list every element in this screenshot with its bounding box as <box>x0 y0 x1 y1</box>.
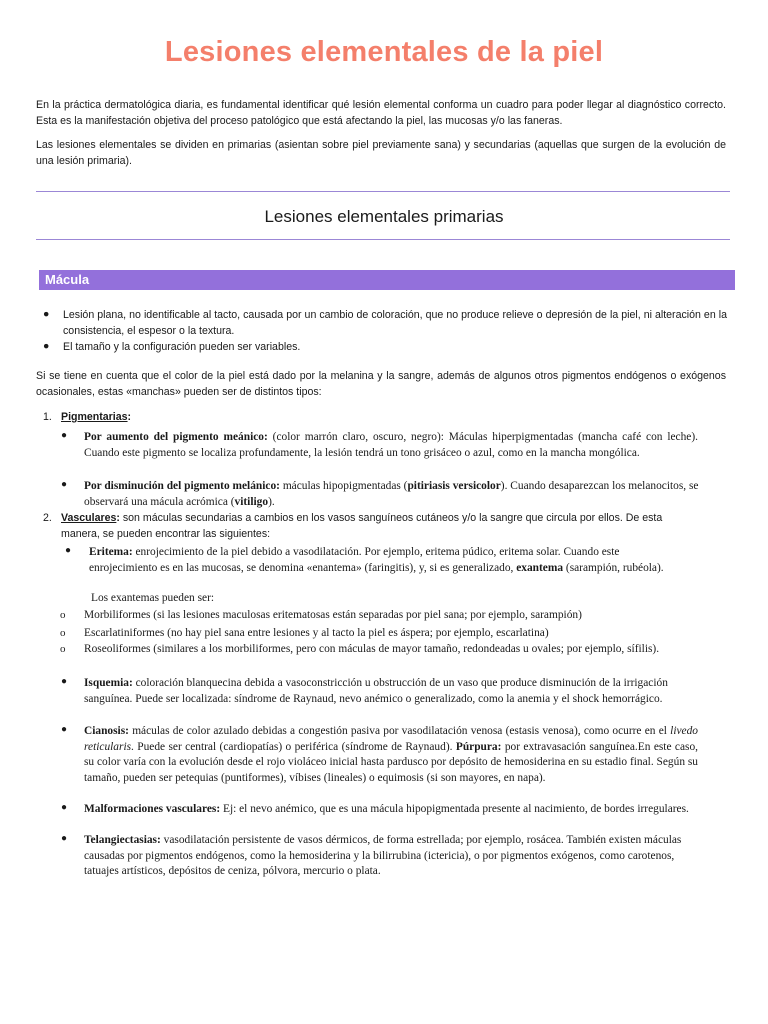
cianosis-purpura-item: Cianosis: máculas de color azulado debidas a congestión pasiva por vasodilatación venosa (estasis venosa), como ocurre en el livedo reticularis. Puede ser central (cardiopatías) o periférica (síndrome de Raynaud). Púrpura: por extravasación sanguínea.En este caso, su color varía con la evolución desde el rojo violáceo inicial hasta pardusco por depósito de hemosiderina en su estadio final. Según su tamaño, pueden ser petequias (puntiformes), víbises (lineales) o equimosis (si son mayores, en napa). <box>84 725 698 784</box>
bullet-icon: ● <box>61 676 68 687</box>
intro-paragraph-1: En la práctica dermatológica diaria, es fundamental identificar qué lesión elemental conforma un cuadro para poder llegar al diagnóstico correcto. Esta es la manifestación objetiva del proceso patológico que está afectando la piel, las mucosas y/o las faneras. <box>36 99 726 127</box>
bullet-icon: ● <box>65 545 72 556</box>
telangiectasias-item: Telangiectasias: vasodilatación persistente de vasos dérmicos, de forma estrellada; por ejemplo, rosácea. También existen máculas causadas por pigmentos endógenos, como la hemosiderina y la bilirrubina (ictericia), o por pigmentos exógenos, como carotenos, tatuajes artísticos, depósitos de ceniza, pólvora, mercurio o plata. <box>84 834 682 877</box>
bullet-icon: ● <box>61 802 68 813</box>
circle-bullet-icon: o <box>60 627 66 639</box>
macula-bullet-2: El tamaño y la configuración pueden ser variables. <box>63 341 301 353</box>
page-title: Lesiones elementales de la piel <box>164 36 604 68</box>
pigmentarias-label: Pigmentarias: <box>61 411 132 423</box>
list-number-1: 1. <box>43 411 52 423</box>
macula-heading-bar <box>39 270 735 290</box>
macula-bullet-1: Lesión plana, no identificable al tacto, causada por un cambio de coloración, que no produce relieve o depresión de la piel, ni alteración en la consistencia, el espesor o la textura. <box>63 309 727 337</box>
isquemia-item: Isquemia: coloración blanquecina debida a vasoconstricción u obstrucción de un vaso que produce disminución de la irrigación sanguínea. Puede ser localizada: síndrome de Raynaud, nevo anémico o generalizado, como la anemia y el shock hemorrágico. <box>84 677 668 705</box>
bullet-icon: ● <box>43 308 50 320</box>
exantema-roseoliformes: Roseoliformes (similares a los morbiliformes, pero con máculas de mayor tamaño, redondeadas u ovales; por ejemplo, sífilis). <box>84 643 660 655</box>
pigment-decrease-item: Por disminución del pigmento melánico: máculas hipopigmentadas (pitiriasis versicolor). Cuando desaparezcan los melanocitos, se observará una mácula acrómica (vitiligo). <box>84 480 699 508</box>
bullet-icon: ● <box>43 340 50 352</box>
circle-bullet-icon: o <box>60 643 66 655</box>
bullet-icon: ● <box>61 430 68 441</box>
bullet-icon: ● <box>61 479 68 490</box>
pigment-increase-item: Por aumento del pigmento meánico: (color marrón claro, oscuro, negro): Máculas hiperpigmentadas (mancha café con leche). Cuando este pigmento se localiza profundamente, la lesión tendrá un tono grisáceo o azul, como en la mancha mongólica. <box>84 431 698 459</box>
divider-bottom <box>36 239 730 240</box>
vasculares-intro: Vasculares: son máculas secundarias a cambios en los vasos sanguíneos cutáneos y/o la sangre que circula por ellos. De esta manera, se pueden encontrar las siguientes: <box>61 512 663 540</box>
list-number-2: 2. <box>43 512 52 524</box>
exantema-morbiliformes: Morbiliformes (si las lesiones maculosas eritematosas están separadas por piel sana; por ejemplo, sarampión) <box>84 609 582 621</box>
section-title: Lesiones elementales primarias <box>264 207 504 226</box>
divider-top <box>36 191 730 192</box>
macula-heading: Mácula <box>45 272 90 287</box>
eritema-item: Eritema: enrojecimiento de la piel debido a vasodilatación. Por ejemplo, eritema púdico, eritema solar. Cuando este enrojecimiento es en las mucosas, se denomina «enantema» (faringitis), y, si es generalizado, exantema (sarampión, rubéola). <box>89 546 664 574</box>
circle-bullet-icon: o <box>60 609 66 621</box>
exantema-escarlatiniformes: Escarlatiniformes (no hay piel sana entre lesiones y al tacto la piel es áspera; por ejemplo, escarlatina) <box>84 627 549 639</box>
bullet-icon: ● <box>61 724 68 735</box>
bullet-icon: ● <box>61 833 68 844</box>
malformaciones-item: Malformaciones vasculares: Ej: el nevo anémico, que es una mácula hipopigmentada presente al nacimiento, de bordes irregulares. <box>84 803 689 815</box>
exantemas-intro: Los exantemas pueden ser: <box>91 592 215 604</box>
macula-body: Si se tiene en cuenta que el color de la piel está dado por la melanina y la sangre, además de algunos otros pigmentos endógenos o exógenos ocasionales, estas «manchas» pueden ser de distintos tipos: <box>36 370 726 398</box>
intro-paragraph-2: Las lesiones elementales se dividen en primarias (asientan sobre piel previamente sana) y secundarias (aquellas que surgen de la evolución de una lesión primaria). <box>36 139 726 167</box>
